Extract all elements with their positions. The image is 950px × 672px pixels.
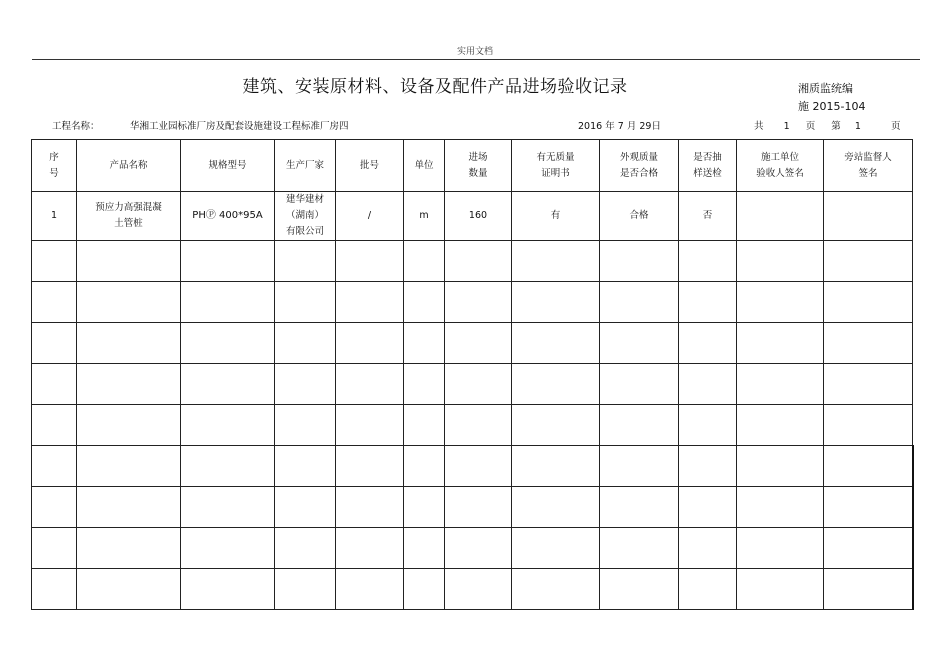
empty-cell (275, 569, 336, 610)
col-header-batch: 批号 (336, 140, 404, 192)
col-header-builder-sign: 施工单位 验收人签名 (737, 140, 824, 192)
empty-cell (824, 323, 913, 364)
empty-cell (600, 569, 679, 610)
empty-cell (275, 446, 336, 487)
empty-cell (512, 323, 600, 364)
empty-cell (737, 569, 824, 610)
empty-cell (679, 528, 737, 569)
pagination-total-label: 共 (754, 121, 764, 132)
date-month-unit: 月 (626, 121, 637, 132)
empty-cell (600, 487, 679, 528)
date-day-unit: 日 (651, 121, 661, 132)
form-code (798, 80, 865, 116)
empty-cell (32, 282, 77, 323)
empty-cell (181, 569, 275, 610)
empty-cell (77, 364, 181, 405)
cell-supervisor-sign[interactable] (824, 192, 913, 241)
col-header-seq: 序 号 (32, 140, 77, 192)
empty-cell (824, 569, 913, 610)
empty-cell (77, 487, 181, 528)
empty-cell (32, 487, 77, 528)
empty-cell (32, 569, 77, 610)
table-row (32, 192, 913, 241)
cell-cert: 有 (512, 192, 600, 241)
table-row-empty (32, 282, 913, 323)
empty-cell (824, 282, 913, 323)
project-label: 工程名称： (52, 121, 100, 132)
empty-cell (512, 405, 600, 446)
table-row-empty (32, 569, 913, 610)
table-header-row (32, 140, 913, 192)
pagination-total: 1 (783, 121, 790, 132)
pagination-current: 1 (854, 121, 861, 132)
empty-cell (737, 405, 824, 446)
table-row-empty (32, 323, 913, 364)
cell-builder-sign[interactable] (737, 192, 824, 241)
col-header-sampled: 是否抽 样送检 (679, 140, 737, 192)
cell-spec: PHⓅ 400*95A (181, 192, 275, 241)
col-header-spec: 规格型号 (181, 140, 275, 192)
document-title: 建筑、安装原材料、设备及配件产品进场验收记录 (242, 77, 628, 97)
empty-cell (77, 323, 181, 364)
empty-cell (181, 405, 275, 446)
col-header-appearance: 外观质量 是否合格 (600, 140, 679, 192)
empty-cell (600, 323, 679, 364)
empty-cell (824, 241, 913, 282)
empty-cell (77, 241, 181, 282)
table-row-empty (32, 364, 913, 405)
date-year-unit: 年 (605, 121, 615, 132)
empty-cell (445, 569, 512, 610)
empty-cell (404, 282, 445, 323)
empty-cell (77, 446, 181, 487)
empty-cell (679, 446, 737, 487)
empty-cell (737, 364, 824, 405)
page-header: 实用文档 (456, 47, 493, 57)
empty-cell (181, 282, 275, 323)
empty-cell (336, 487, 404, 528)
empty-cell (737, 323, 824, 364)
empty-cell (336, 364, 404, 405)
empty-cell (445, 446, 512, 487)
empty-cell (512, 569, 600, 610)
project-name: 华湘工业园标准厂房及配套设施建设工程标准厂房四 (130, 121, 349, 132)
empty-cell (181, 528, 275, 569)
header-rule (32, 59, 920, 60)
empty-cell (737, 241, 824, 282)
empty-cell (32, 405, 77, 446)
col-header-qty: 进场 数量 (445, 140, 512, 192)
empty-cell (445, 282, 512, 323)
empty-cell (77, 528, 181, 569)
empty-cell (336, 405, 404, 446)
empty-cell (679, 241, 737, 282)
empty-cell (32, 446, 77, 487)
empty-cell (445, 487, 512, 528)
empty-cell (679, 569, 737, 610)
empty-cell (181, 323, 275, 364)
empty-cell (275, 241, 336, 282)
empty-cell (404, 528, 445, 569)
empty-cell (32, 528, 77, 569)
pagination-unit: 页 (805, 121, 816, 132)
empty-cell (336, 528, 404, 569)
empty-cell (512, 241, 600, 282)
empty-cell (77, 405, 181, 446)
empty-cell (404, 487, 445, 528)
cell-unit: m (404, 192, 445, 241)
empty-cell (679, 405, 737, 446)
empty-cell (824, 405, 913, 446)
empty-cell (404, 569, 445, 610)
col-header-maker: 生产厂家 (275, 140, 336, 192)
empty-cell (512, 446, 600, 487)
pagination-current-label: 第 (831, 121, 841, 132)
empty-cell (445, 364, 512, 405)
empty-cell (512, 364, 600, 405)
empty-cell (600, 528, 679, 569)
empty-cell (737, 487, 824, 528)
empty-cell (275, 364, 336, 405)
empty-cell (445, 528, 512, 569)
empty-cell (275, 282, 336, 323)
empty-cell (512, 528, 600, 569)
empty-cell (275, 528, 336, 569)
date-year: 2016 (578, 121, 603, 132)
empty-cell (181, 364, 275, 405)
empty-cell (600, 446, 679, 487)
cell-batch: / (336, 192, 404, 241)
cell-appearance: 合格 (600, 192, 679, 241)
pagination (754, 118, 900, 132)
pagination-unit2: 页 (890, 121, 901, 132)
empty-cell (404, 241, 445, 282)
empty-cell (445, 323, 512, 364)
record-date (578, 118, 661, 132)
table-row-empty (32, 241, 913, 282)
col-header-supervisor-sign: 旁站监督人 签名 (824, 140, 913, 192)
form-code-line1: 湘质监统编 (798, 82, 853, 95)
empty-cell (32, 323, 77, 364)
empty-cell (679, 282, 737, 323)
date-day: 29 (639, 121, 652, 132)
empty-cell (445, 241, 512, 282)
empty-cell (600, 405, 679, 446)
empty-cell (512, 282, 600, 323)
empty-cell (600, 364, 679, 405)
empty-cell (824, 528, 913, 569)
empty-cell (32, 364, 77, 405)
cell-qty: 160 (445, 192, 512, 241)
empty-cell (824, 446, 913, 487)
table-row-empty (32, 487, 913, 528)
empty-cell (275, 405, 336, 446)
empty-cell (404, 405, 445, 446)
empty-cell (737, 446, 824, 487)
empty-cell (445, 405, 512, 446)
cell-sampled: 否 (679, 192, 737, 241)
empty-cell (824, 487, 913, 528)
empty-cell (336, 446, 404, 487)
empty-cell (275, 323, 336, 364)
col-header-cert: 有无质量 证明书 (512, 140, 600, 192)
empty-cell (336, 241, 404, 282)
cell-product: 预应力高强混凝 土管桩 (77, 192, 181, 241)
empty-cell (737, 528, 824, 569)
empty-cell (600, 282, 679, 323)
empty-cell (275, 487, 336, 528)
empty-cell (336, 569, 404, 610)
date-month: 7 (617, 121, 624, 132)
empty-cell (600, 241, 679, 282)
empty-cell (181, 487, 275, 528)
empty-cell (679, 487, 737, 528)
empty-cell (404, 446, 445, 487)
acceptance-record-table (31, 139, 914, 610)
empty-cell (512, 487, 600, 528)
empty-cell (181, 446, 275, 487)
empty-cell (404, 364, 445, 405)
table-row-empty (32, 446, 913, 487)
cell-seq: 1 (32, 192, 77, 241)
empty-cell (679, 323, 737, 364)
empty-cell (181, 241, 275, 282)
empty-cell (679, 364, 737, 405)
empty-cell (336, 323, 404, 364)
empty-cell (737, 282, 824, 323)
empty-cell (336, 282, 404, 323)
cell-maker: 建华建材 （湖南） 有限公司 (275, 192, 336, 241)
col-header-unit: 单位 (404, 140, 445, 192)
empty-cell (404, 323, 445, 364)
table-row-empty (32, 405, 913, 446)
empty-cell (32, 241, 77, 282)
col-header-product: 产品名称 (77, 140, 181, 192)
table-row-empty (32, 528, 913, 569)
form-code-line2: 施 2015-104 (798, 100, 866, 113)
empty-cell (77, 282, 181, 323)
empty-cell (824, 364, 913, 405)
empty-cell (77, 569, 181, 610)
